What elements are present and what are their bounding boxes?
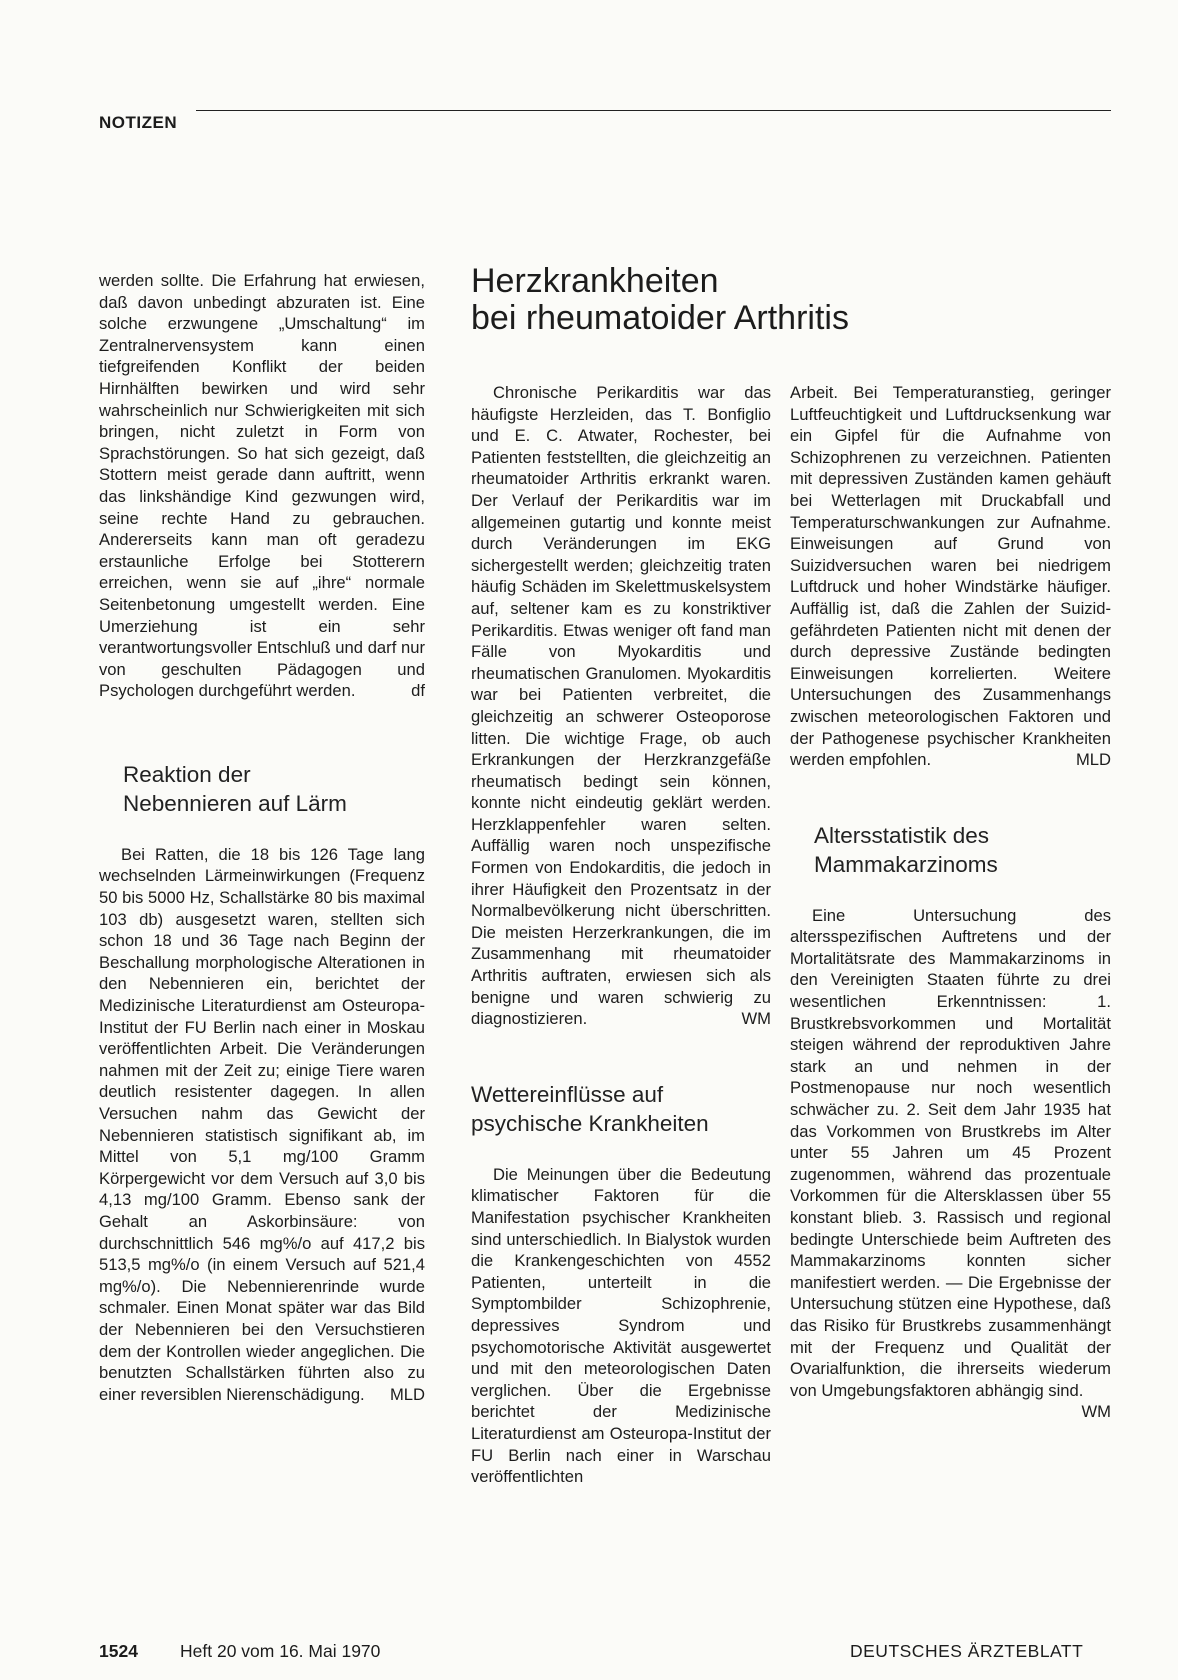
author-signature: df [411,681,425,701]
journal-name: DEUTSCHES ÄRZTEBLATT [850,1641,1084,1661]
paragraph-text: Chronische Perikarditis war das häufigste Herzleiden, das T. Bonfiglio und E. C. Atwater, Rochester, bei Patienten feststellten, die gleichzeitig an rheumatoider Arthritis erkrankt waren. Der Verlauf der Perikarditis war im allgemeinen gutartig und konnte meist durch Veränderungen im EKG sichergestellt werden; gleichzeitig traten häufig Schäden im Skelettmuskelsystem auf, seltener kam es zu konstriktiver Perikarditis. Etwas weniger oft fand man Fälle von Myokarditis und rheumatischen Granulomen. Myokarditis war bei Patienten verbreitet, die gleichzeitig an schwerer Osteoporose litten. Die wichtige Frage, ob auch Erkrankungen der Herzkranzgefäße rheumatisch bedingt sein können, konnte nicht eindeutig geklärt werden. Herzklappenfehler waren selten. Auffällig waren noch unspezifische Formen von Endokarditis, die jedoch in ihrer Häufigkeit den Prozentsatz in der Normalbevölkerung nicht überschritten. Die meisten Herzerkrankungen, die im Zusammenhang mit rheumatoider Arthritis auftraten, erwiesen sich als benigne und waren schwierig zu diagnostizieren. [471,383,771,1029]
article-paragraph [471,382,771,1030]
issue-info: Heft 20 vom 16. Mai 1970 [180,1641,381,1661]
article-title [790,821,1111,879]
column-1 [99,270,425,1405]
title-line: Reaktion der [123,761,251,787]
paragraph-text: Bei Ratten, die 18 bis 126 Tage lang wechselnden Lärmeinwirkungen (Frequenz 50 bis 5000 Hz, Schallstärke 80 bis maximal 103 db) ausgesetzt waren, stellten sich schon 18 und 36 Tage nach Beginn der Beschallung morphologische Alterationen in den Nebennieren ein, berichtet der Medizinische Literaturdienst am Osteuropa-Institut der FU Berlin nach einer in Moskau veröffentlichten Arbeit. Die Veränderungen nahmen mit der Zeit zu; einige Tiere waren deutlich resistenter dagegen. In allen Versuchen nahm das Gewicht der Nebennieren statistisch signifikant ab, im Mittel von 5,1 mg/100 Gramm Körpergewicht vor dem Versuch auf 3,0 bis 4,13 mg/100 Gramm. Ebenso sank der Gehalt an Askorbinsäure: von durchschnittlich 546 mg%/o auf 417,2 bis 513,5 mg%/o (in einem Versuch auf 521,4 mg%/o). Die Nebennierenrinde wurde schmaler. Einen Monat später war das Bild der Nebennieren bei den Versuchstieren dem der Kontrollen wieder angeglichen. Die benutzten Schallstärken führten also zu einer reversiblen Nierenschädigung. [99,844,425,1404]
section-header: NOTIZEN [99,113,178,132]
paragraph-text: Eine Untersuchung des altersspezifischen Auftretens und der Mortalitätsrate des Mammakarzinoms in den Vereinigten Staaten führte zu drei wesentlichen Erkenntnissen: 1. Brustkrebsvorkommen und Mortalität steigen während der reproduktiven Jahre stark an und nehmen in der Postmenopause nur noch wesentlich schwächer zu. 2. Seit dem Jahr 1935 hat das Vorkommen von Brustkrebs im Alter unter 55 Jahren um 45 Prozent zugenommen, während das prozentuale Vorkommen für die Altersklassen über 55 konstant blieb. 3. Rassisch und regional bedingte Unterschiede beim Auftreten des Mammakarzinoms konnten sicher manifestiert werden. — Die Ergebnisse der Untersuchung stützen eine Hypothese, daß das Risiko für Brustkrebs zusammenhängt mit der Frequenz und Qualität der Ovarialfunktion, die ihrerseits wiederum von Umgebungsfaktoren abhängig sind. [790,905,1111,1400]
author-signature: WM [741,1009,771,1029]
paragraph-text: werden sollte. Die Erfahrung hat erwiesen, daß davon unbedingt abzuraten ist. Eine solche erzwungene „Umschaltung“ im Zentralnervensystem kann einen tiefgreifenden Konflikt der beiden Hirnhälften bewirken und wird sehr wahrscheinlich nur Schwierigkeiten mit sich bringen, nicht zuletzt in Form von Sprachstörungen. So hat sich gezeigt, daß Stottern meist gerade dann auftritt, wenn das linkshändige Kind gezwungen wird, seine rechte Hand zu gebrauchen. Andererseits kann man oft geradezu erstaunliche Erfolge bei Stotterern erreichen, wenn sie auf „ihre“ normale Seitenbetonung umgestellt werden. Eine Umerziehung ist ein sehr verantwortungsvoller Entschluß und darf nur von geschulten Pädagogen und Psychologen durchgeführt werden. [99,271,425,701]
column-2 [471,382,771,1488]
main-article-title [471,263,849,337]
article-paragraph [790,382,1111,771]
article-paragraph [99,270,425,702]
title-line: Nebennieren auf Lärm [123,790,347,816]
title-line: Altersstatistik des [814,822,990,848]
author-signature: WM [1081,1402,1111,1422]
title-line: Mammakarzinoms [814,851,998,877]
title-line: Herzkrankheiten [471,262,719,300]
header-rule [196,110,1111,111]
article-title [471,1080,771,1138]
title-line: Wettereinflüsse auf [471,1081,664,1107]
title-line: bei rheumatoider Arthritis [471,299,849,337]
title-line: psychische Krankheiten [471,1110,709,1136]
page-number: 1524 [99,1641,138,1661]
column-3 [790,382,1111,1423]
article-paragraph [790,905,1111,1422]
author-signature: MLD [1075,750,1111,770]
article-paragraph [99,844,425,1405]
author-signature: MLD [389,1384,425,1404]
article-paragraph [471,1164,771,1488]
paragraph-text: Die Meinungen über die Bedeutung klimatischer Faktoren für die Manifestation psychischer Krankheiten sind unterschiedlich. In Bialystok wurden die Krankengeschichten von 4552 Patienten, unterteilt in die Symptombilder Schizophrenie, depressives Syndrom und psychomotorische Aktivität ausgewertet und mit den meteorologischen Daten verglichen. Über die Ergebnisse berichtet der Medizinische Literaturdienst am Osteuropa-Institut der FU Berlin nach einer in Warschau veröffentlichten [471,1164,771,1487]
paragraph-text: Arbeit. Bei Temperaturanstieg, geringer Luftfeuchtigkeit und Luftdrucksenkung war ein Gipfel für die Aufnahme von Schizophrenen zu verzeichnen. Patienten mit depressiven Zuständen kamen gehäuft bei Wetterlagen mit Druckabfall und Temperaturschwankungen zur Aufnahme. Einweisungen auf Grund von Suizidversuchen waren bei niedrigem Luftdruck und hoher Windstärke häufiger. Auffällig ist, daß die Zahlen der Suizid-gefährdeten Patienten nicht mit denen der durch depressive Zustände bedingten Einweisungen korrelierten. Weitere Untersuchungen des Zusammenhangs zwischen meteorologischen Faktoren und der Pathogenese psychischer Krankheiten werden empfohlen. [790,383,1111,770]
article-title [99,760,425,818]
